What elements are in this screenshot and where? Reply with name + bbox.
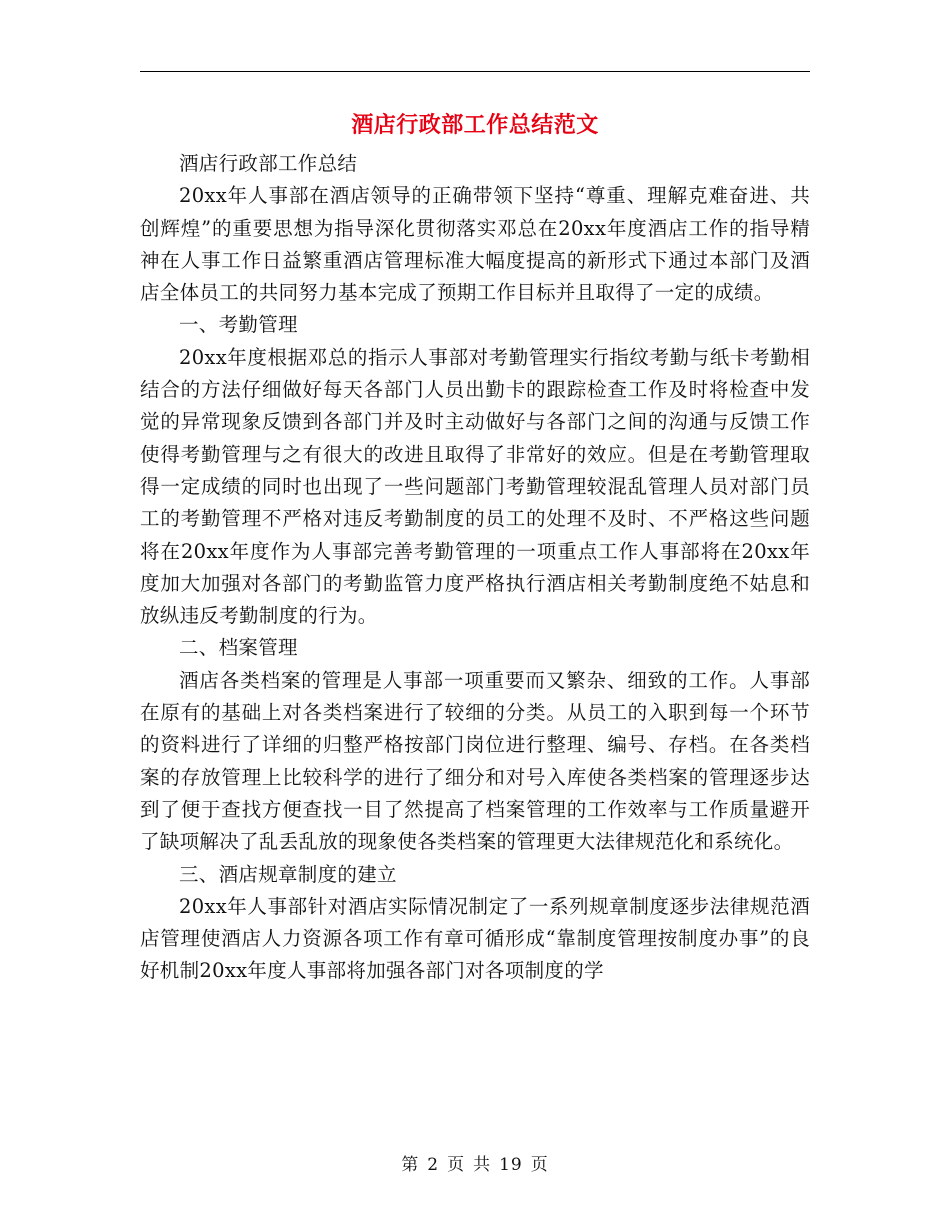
footer-prefix: 第	[401, 1155, 420, 1175]
paragraph-attendance: 20xx年度根据邓总的指示人事部对考勤管理实行指纹考勤与纸卡考勤相结合的方法仔细做好每天各部门人员出勤卡的跟踪检查工作及时将检查中发觉的异常现象反馈到各部门并及时主动做好与各部门之间的沟通与反馈工作使得考勤管理与之有很大的改进且取得了非常好的效应。但是在考勤管理取得一定成绩的同时也出现了一些问题部门考勤管理较混乱管理人员对部门员工的考勤管理不严格对违反考勤制度的员工的处理不及时、不严格这些问题将在20xx年度作为人事部完善考勤管理的一项重点工作人事部将在20xx年度加大加强对各部门的考勤监管力度严格执行酒店相关考勤制度绝不姑息和放纵违反考勤制度的行为。	[140, 345, 810, 628]
paragraph-intro: 20xx年人事部在酒店领导的正确带领下坚持“尊重、理解克难奋进、共创辉煌”的重要思想为指导深化贯彻落实邓总在20xx年度酒店工作的指导精神在人事工作日益繁重酒店管理标准大幅度提高的新形式下通过本部门及酒店全体员工的共同努力基本完成了预期工作目标并且取得了一定的成绩。	[140, 184, 810, 305]
footer-page-word: 页	[447, 1155, 466, 1175]
document-body	[140, 148, 810, 988]
section-heading-archives: 二、档案管理	[179, 636, 298, 660]
section-heading-regulations: 三、酒店规章制度的建立	[179, 862, 397, 886]
section-heading-attendance: 一、考勤管理	[179, 313, 298, 337]
footer-total-word: 共	[473, 1155, 492, 1175]
header-rule	[140, 71, 810, 72]
page-footer	[0, 1153, 950, 1177]
footer-suffix: 页	[530, 1155, 549, 1175]
footer-total-pages: 19	[499, 1155, 523, 1175]
paragraph-subtitle: 酒店行政部工作总结	[179, 152, 358, 175]
footer-current-page: 2	[427, 1155, 440, 1175]
document-title: 酒店行政部工作总结范文	[351, 113, 599, 138]
paragraph-regulations: 20xx年人事部针对酒店实际情况制定了一系列规章制度逐步法律规范酒店管理使酒店人力资源各项工作有章可循形成“靠制度管理按制度办事”的良好机制20xx年度人事部将加强各部门对各项制度的学	[140, 894, 810, 983]
paragraph-archives: 酒店各类档案的管理是人事部一项重要而又繁杂、细致的工作。人事部在原有的基础上对各类档案进行了较细的分类。从员工的入职到每一个环节的资料进行了详细的归整严格按部门岗位进行整理、编号、存档。在各类档案的存放管理上比较科学的进行了细分和对号入库使各类档案的管理逐步达到了便于查找方便查找一目了然提高了档案管理的工作效率与工作质量避开了缺项解决了乱丢乱放的现象使各类档案的管理更大法律规范化和系统化。	[140, 668, 810, 854]
